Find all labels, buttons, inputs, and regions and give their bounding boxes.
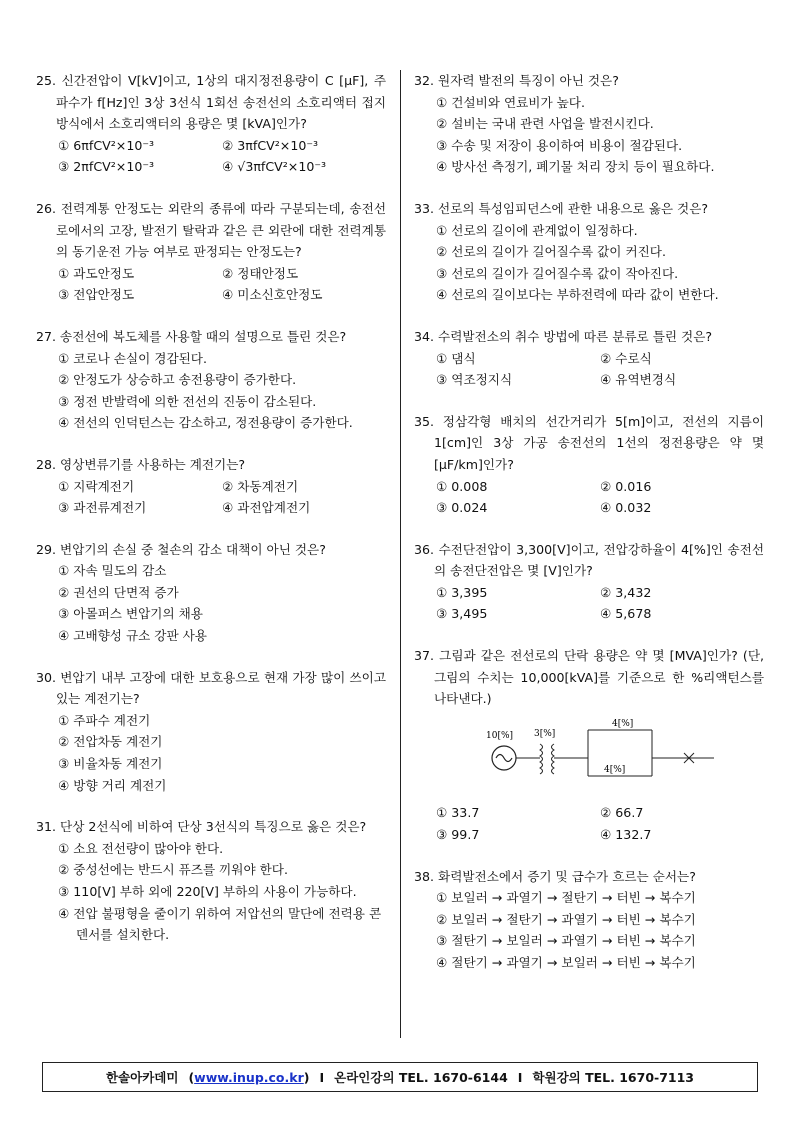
answer-option: ① 댐식 [436, 350, 476, 366]
answer-option: ① 과도안정도 [58, 265, 135, 281]
answer-option: ④ 절탄기 → 과열기 → 보일러 → 터빈 → 복수기 [436, 955, 696, 970]
answer-option: ③ 아몰퍼스 변압기의 채용 [58, 606, 203, 622]
question [36, 539, 386, 647]
answer-option: ③ 비율차동 계전기 [58, 756, 163, 772]
question-text: 29. 변압기의 손실 중 철손의 감소 대책이 아닌 것은? [36, 541, 326, 557]
answer-option: ② 3,432 [600, 584, 652, 600]
answer-option: ① 0.008 [436, 478, 488, 494]
answer-option: ② 설비는 국내 관련 사업을 발전시킨다. [436, 116, 654, 132]
circuit-diagram [484, 716, 764, 790]
question-text: 31. 단상 2선식에 비하여 단상 3선식의 특징으로 옳은 것은? [36, 819, 367, 835]
answer-option: ② 66.7 [600, 805, 644, 821]
question-text: 28. 영상변류기를 사용하는 계전기는? [36, 456, 246, 472]
answer-option: ④ 전압 불평형을 줄이기 위하여 저압선의 말단에 전력용 콘덴서를 설치한다. [58, 905, 382, 943]
footer-bar: 한솔아카데미 (www.inup.co.kr) I 온라인강의 TEL. 1670-6144 I 학원강의 TEL. 1670-7113 [42, 1062, 758, 1092]
answer-option: ② 3πfCV²×10⁻³ [222, 137, 319, 153]
answer-option: ② 정태안정도 [222, 265, 299, 281]
question [414, 645, 764, 846]
answer-option: ④ 0.032 [600, 500, 652, 516]
question-text: 26. 전력계통 안정도는 외란의 종류에 따라 구분되는데, 송전선로에서의 고장, 발전기 탈락과 같은 큰 외란에 대한 전력계통의 동기운전 가능 여부로 판정되는 안정도는? [36, 200, 386, 260]
question-text: 37. 그림과 같은 전선로의 단락 용량은 약 몇 [MVA]인가? (단, 그림의 수치는 10,000[kVA]를 기준으로 한 %리액턴스를 나타낸다.) [414, 648, 764, 707]
answer-option: ④ 132.7 [600, 827, 652, 843]
answer-option: ② 권선의 단면적 증가 [58, 584, 179, 600]
question [36, 816, 386, 946]
answer-option: ① 건설비와 연료비가 높다. [436, 94, 585, 110]
question [414, 411, 764, 519]
answer-option: ② 0.016 [600, 478, 652, 494]
footer-offline-tel: 학원강의 TEL. 1670-7113 [532, 1070, 694, 1085]
answer-option: ③ 전압안정도 [58, 287, 135, 303]
question [36, 198, 386, 306]
question-text: 33. 선로의 특성임피던스에 관한 내용으로 옳은 것은? [414, 200, 709, 216]
question [36, 326, 386, 434]
answer-option: ① 주파수 계전기 [58, 712, 151, 728]
footer-academy: 한솔아카데미 [105, 1070, 179, 1085]
question-text: 38. 화력발전소에서 증기 및 급수가 흐르는 순서는? [414, 868, 696, 884]
answer-option: ④ 선로의 길이보다는 부하전력에 따라 값이 변한다. [436, 287, 719, 303]
answer-option: ③ 정전 반발력에 의한 전선의 진동이 감소된다. [58, 393, 317, 409]
answer-option: ② 안정도가 상승하고 송전용량이 증가한다. [58, 372, 297, 388]
question-text: 32. 원자력 발전의 특징이 아닌 것은? [414, 73, 619, 88]
answer-option: ① 33.7 [436, 805, 480, 821]
question [414, 539, 764, 625]
answer-option: ② 중성선에는 반드시 퓨즈를 끼워야 한다. [58, 862, 288, 878]
answer-option: ④ 방사선 측정기, 폐기물 처리 장치 등이 필요하다. [436, 159, 715, 175]
answer-option: ① 선로의 길이에 관계없이 일정하다. [436, 222, 638, 238]
answer-option: ④ √3πfCV²×10⁻³ [222, 159, 327, 175]
question [36, 70, 386, 178]
answer-option: ④ 전선의 인덕턴스는 감소하고, 정전용량이 증가한다. [58, 415, 353, 431]
footer-url-link[interactable]: www.inup.co.kr [194, 1069, 304, 1085]
left-column [36, 70, 386, 966]
answer-option: ① 6πfCV²×10⁻³ [58, 137, 155, 153]
question-text: 25. 신간전압이 V[kV]이고, 1상의 대지정전용량이 C [μF], 주파수가 f[Hz]인 3상 3선식 1회선 송전선의 소호리액터 접지방식에서 소호리액터의 용량은 몇 [kVA]인가? [36, 73, 386, 132]
answer-option: ③ 3,495 [436, 606, 488, 622]
question-text: 35. 정삼각형 배치의 선간거리가 5[m]이고, 전선의 지름이 1[cm]인 3상 가공 송전선의 1선의 정전용량은 약 몇 [μF/km]인가? [414, 413, 764, 472]
answer-option: ② 보일러 → 절탄기 → 과열기 → 터빈 → 복수기 [436, 911, 696, 927]
question [36, 454, 386, 519]
answer-option: ③ 99.7 [436, 827, 480, 843]
footer-online-tel: 온라인강의 TEL. 1670-6144 [334, 1070, 508, 1085]
answer-option: ④ 미소신호안정도 [222, 287, 323, 303]
diagram-label: 4[%] [612, 718, 634, 729]
right-column [414, 70, 764, 994]
column-divider [400, 70, 401, 1038]
question-text: 36. 수전단전압이 3,300[V]이고, 전압강하율이 4[%]인 송전선의 송전단전압은 몇 [V]인가? [414, 541, 764, 579]
question [414, 866, 764, 974]
answer-option: ① 보일러 → 과열기 → 절탄기 → 터빈 → 복수기 [436, 890, 696, 906]
question-text: 34. 수력발전소의 취수 방법에 따른 분류로 틀린 것은? [414, 328, 713, 344]
answer-option: ③ 2πfCV²×10⁻³ [58, 159, 155, 175]
answer-option: ① 3,395 [436, 584, 488, 600]
diagram-label: 10[%] [486, 730, 514, 741]
answer-option: ③ 110[V] 부하 외에 220[V] 부하의 사용이 가능하다. [58, 884, 357, 899]
answer-option: ① 지락계전기 [58, 478, 135, 494]
answer-option: ③ 과전류계전기 [58, 500, 147, 516]
answer-option: ③ 수송 및 저장이 용이하여 비용이 절감된다. [436, 137, 683, 153]
answer-option: ③ 선로의 길이가 길어질수록 값이 작아진다. [436, 265, 679, 281]
question-text: 27. 송전선에 복도체를 사용할 때의 설명으로 틀린 것은? [36, 328, 347, 344]
answer-option: ① 소요 전선량이 많아야 한다. [58, 840, 224, 856]
answer-option: ③ 0.024 [436, 500, 488, 516]
footer-separator: I [517, 1069, 523, 1085]
question [414, 70, 764, 178]
answer-option: ④ 과전압계전기 [222, 500, 311, 516]
answer-option: ④ 유역변경식 [600, 372, 677, 388]
answer-option: ② 수로식 [600, 350, 652, 366]
answer-option: ② 전압차동 계전기 [58, 734, 163, 750]
answer-option: ② 선로의 길이가 길어질수록 값이 커진다. [436, 244, 666, 260]
answer-option: ③ 역조정지식 [436, 372, 513, 388]
diagram-label: 3[%] [534, 728, 556, 739]
question [414, 326, 764, 391]
answer-option: ④ 5,678 [600, 606, 652, 622]
answer-option: ④ 방향 거리 계전기 [58, 777, 167, 793]
answer-option: ③ 절탄기 → 보일러 → 과열기 → 터빈 → 복수기 [436, 933, 696, 949]
question [414, 198, 764, 306]
answer-option: ① 자속 밀도의 감소 [58, 563, 167, 579]
question-text: 30. 변압기 내부 고장에 대한 보호용으로 현재 가장 많이 쓰이고 있는 계전기는? [36, 669, 386, 707]
answer-option: ④ 고배향성 규소 강판 사용 [58, 628, 207, 644]
question [36, 667, 386, 797]
answer-option: ① 코로나 손실이 경감된다. [58, 350, 207, 366]
footer-separator: I [319, 1069, 325, 1085]
answer-option: ② 차동계전기 [222, 478, 299, 494]
diagram-label: 4[%] [604, 764, 626, 775]
